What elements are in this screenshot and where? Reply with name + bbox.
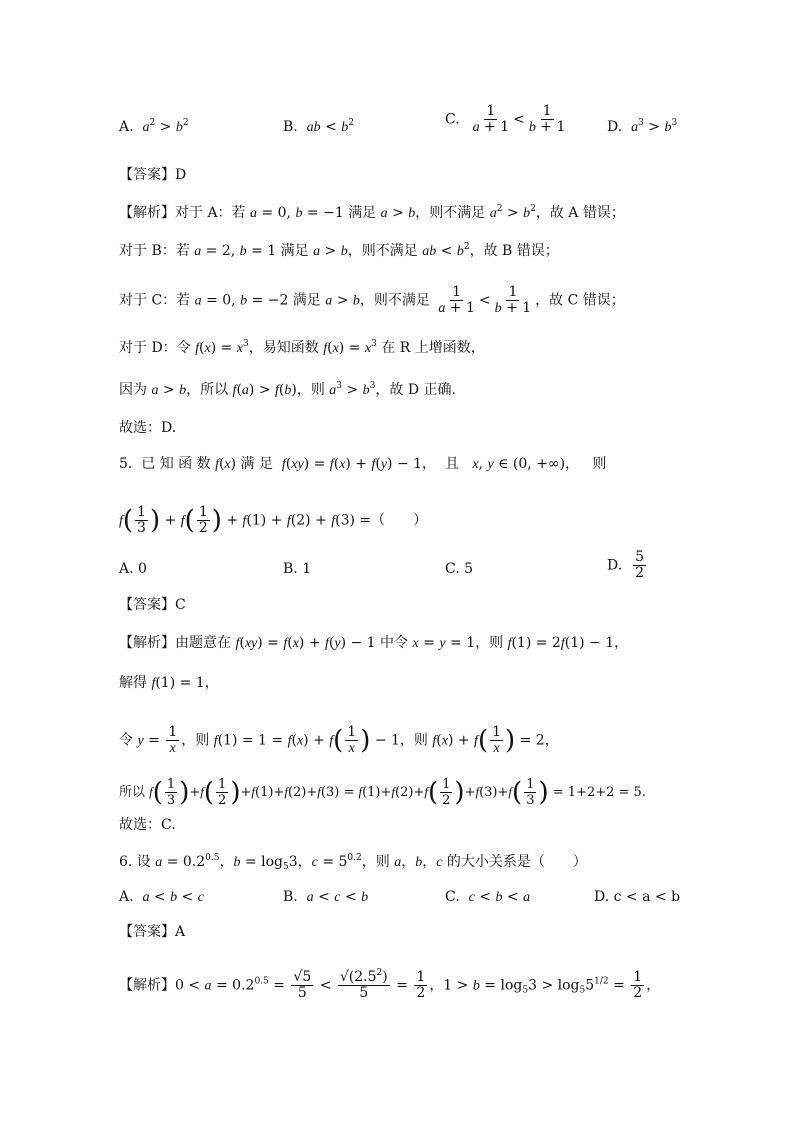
q6-option-a: A. a < b < c	[119, 889, 204, 905]
q6-option-b: B. a < c < b	[283, 889, 369, 905]
q5-option-a: A. 0	[119, 561, 147, 577]
q4-answer: 【答案】D	[119, 167, 187, 183]
q4-solution-line-5: 因为 a > b，所以 f(a) > f(b)，则 $a^3 > b^3$，故 D 正确.	[119, 381, 456, 398]
q4-option-b: B. ab < $b^2$	[283, 118, 355, 135]
q4-solution-line-3: 对于 C：若 a = 0, b = −2 满足 a > b，则不满足 $\frac{1}{a + 1}$ < $\frac{1}{b + 1}$ ，故 C 错误；	[119, 284, 625, 316]
q4-solution-line-6: 故选：D.	[119, 420, 177, 436]
q5-answer: 【答案】C	[119, 597, 186, 613]
q5-solution-line-2: 解得 f(1) = 1，	[119, 675, 219, 691]
q6-solution-line-1: 【解析】$0 < a = 0.2^{0.5}$ = $\frac{√5}{5}$ < $\frac{√(2.5^2)}{5}$ = $\frac{1}{2}$ ，$1 > b = \log_53 > \log_55^{1/2}$ = $\frac{1}{2}$ ，	[119, 968, 661, 1001]
q4-option-d: D. $a^3 > b^3$	[607, 118, 678, 135]
q6-stem: 6. 设 $a = 0.2^{0.5}$，$b = \log_53$，$c = 5^{0.2}$，则 a，b，c 的大小关系是（ ）	[119, 853, 587, 872]
q4-solution-line-2: 对于 B：若 a = 2, b = 1 满足 a > b，则不满足 ab < $b^2$，故 B 错误；	[119, 242, 559, 259]
q4-option-c-math: C. $\frac{1}{a + 1}$ < $\frac{1}{b + 1}$	[445, 103, 566, 135]
q6-option-d: D. c < a < b	[594, 889, 681, 905]
q5-solution-line-3: 令 y = $\frac{1}{x}$ ，则 f(1) = 1 = f(x) + f( $\frac{1}{x}$ ) − 1，则 f(x) + f( $\frac{1}{x}$ ) = 2，	[119, 724, 559, 756]
q4-solution-line-1: 【解析】对于 A：若 a = 0, b = −1 满足 a > b，则不满足 $a^2 > b^2$，故 A 错误；	[119, 204, 625, 221]
q5-option-c: C. 5	[445, 561, 474, 577]
q4-option-a: A. $a^2 > b^2$	[119, 118, 189, 135]
q5-solution-line-4: 所以 f( $\frac{1}{3}$ )+f( $\frac{1}{2}$ )+f(1)+f(2)+f(3) = f(1)+f(2)+f( $\frac{1}{2}$ )+f(3)+f( $\frac{1}{3}$ ) = 1+2+2 = 5.	[119, 777, 646, 808]
q4-solution-line-4: 对于 D：令 $f(x) = x^3$，易知函数 $f(x) = x^3$ 在 R 上增函数，	[119, 339, 485, 356]
q5-stem-line-1: 5. 已 知 函 数 f(x) 满 足 f(xy) = f(x) + f(y) − 1， 且 x, y ∈ (0, +∞)， 则	[119, 456, 607, 472]
q5-solution-line-1: 【解析】由题意在 f(xy) = f(x) + f(y) − 1 中令 x = y = 1，则 f(1) = 2f(1) − 1，	[119, 635, 629, 651]
q5-solution-line-5: 故选：C.	[119, 817, 176, 833]
q5-option-d: D. $\frac{5}{2}$	[607, 549, 644, 581]
q6-option-c: C. c < b < a	[445, 889, 531, 905]
q6-answer: 【答案】A	[119, 924, 186, 940]
q5-stem-line-2: f( $\frac{1}{3}$ ) + f( $\frac{1}{2}$ ) + f(1) + f(2) + f(3) =（ ）	[119, 504, 428, 536]
q5-option-b: B. 1	[283, 561, 312, 577]
